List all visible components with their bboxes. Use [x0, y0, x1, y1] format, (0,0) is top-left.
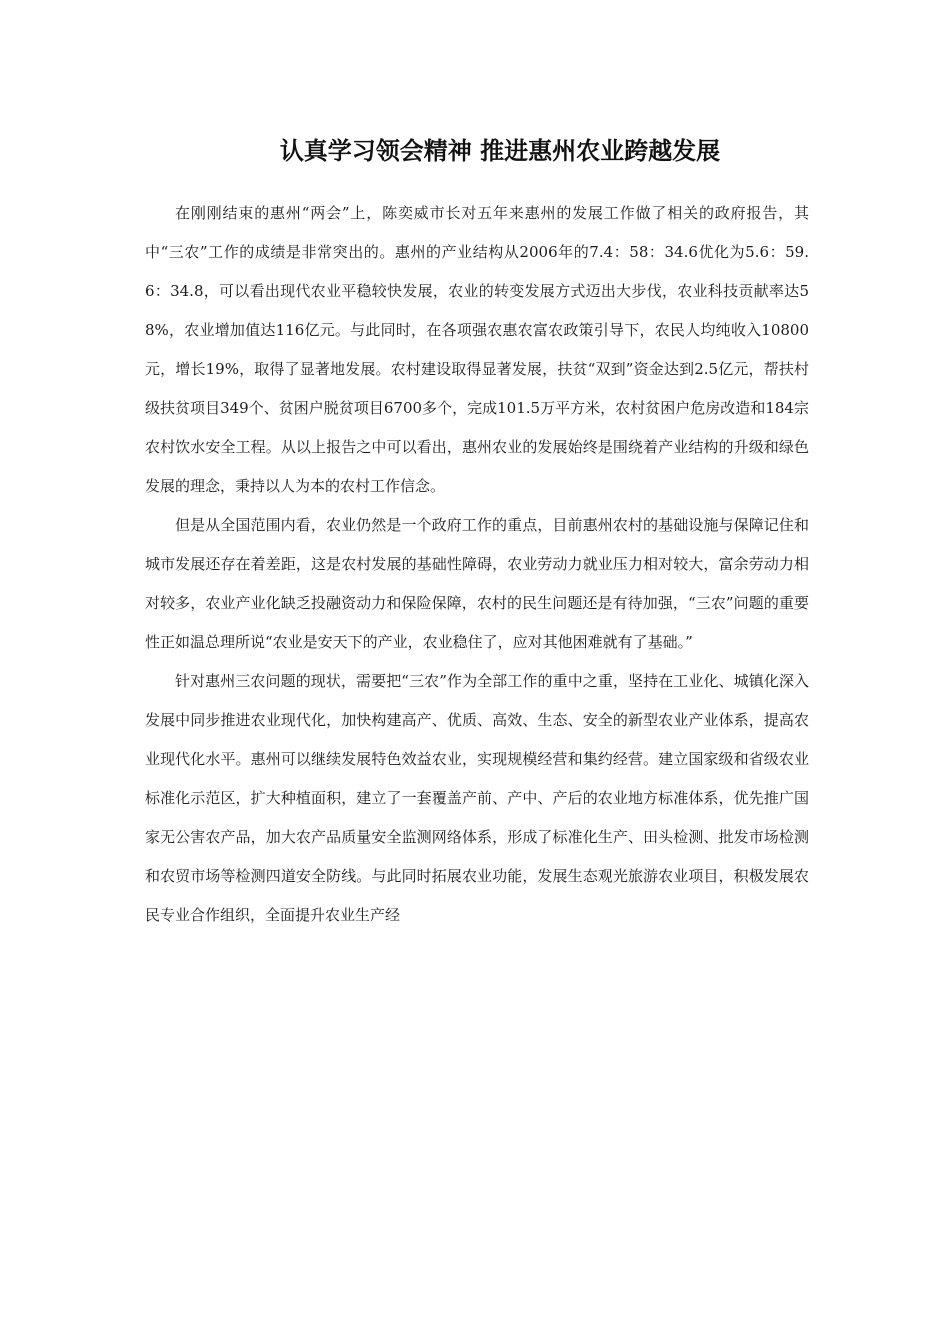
- paragraph-1: 在刚刚结束的惠州“两会”上，陈奕威市长对五年来惠州的发展工作做了相关的政府报告，其中“三农”工作的成绩是非常突出的。惠州的产业结构从2006年的7.4：58：34.6优化为5.6：59.6：34.8，可以看出现代农业平稳较快发展，农业的转变发展方式迈出大步伐，农业科技贡献率达58%，农业增加值达116亿元。与此同时，在各项强农惠农富农政策引导下，农民人均纯收入10800元，增长19%，取得了显著地发展。农村建设取得显著发展，扶贫“双到”资金达到2.5亿元，帮扶村级扶贫项目349个、贫困户脱贫项目6700多个，完成101.5万平方米，农村贫困户危房改造和184宗农村饮水安全工程。从以上报告之中可以看出，惠州农业的发展始终是围绕着产业结构的升级和绿色发展的理念，秉持以人为本的农村工作信念。: [145, 204, 809, 495]
- paragraph-2: 但是从全国范围内看，农业仍然是一个政府工作的重点，目前惠州农村的基础设施与保障记住和城市发展还存在着差距，这是农村发展的基础性障碍，农业劳动力就业压力相对较大，富余劳动力相对较多，农业产业化缺乏投融资动力和保险保障，农村的民生问题还是有待加强，“三农”问题的重要性正如温总理所说“农业是安天下的产业，农业稳住了，应对其他困难就有了基础。”: [145, 516, 809, 651]
- document-body: [145, 194, 809, 935]
- document-title: 认真学习领会精神 推进惠州农业跨越发展: [279, 137, 721, 165]
- paragraph-3: 针对惠州三农问题的现状，需要把“三农”作为全部工作的重中之重，坚持在工业化、城镇化深入发展中同步推进农业现代化，加快构建高产、优质、高效、生态、安全的新型农业产业体系，提高农业现代化水平。惠州可以继续发展特色效益农业，实现规模经营和集约经营。建立国家级和省级农业标准化示范区，扩大种植面积，建立了一套覆盖产前、产中、产后的农业地方标准体系，优先推广国家无公害农产品，加大农产品质量安全监测网络体系，形成了标准化生产、田头检测、批发市场检测和农贸市场等检测四道安全防线。与此同时拓展农业功能，发展生态观光旅游农业项目，积极发展农民专业合作组织，全面提升农业生产经: [145, 672, 809, 924]
